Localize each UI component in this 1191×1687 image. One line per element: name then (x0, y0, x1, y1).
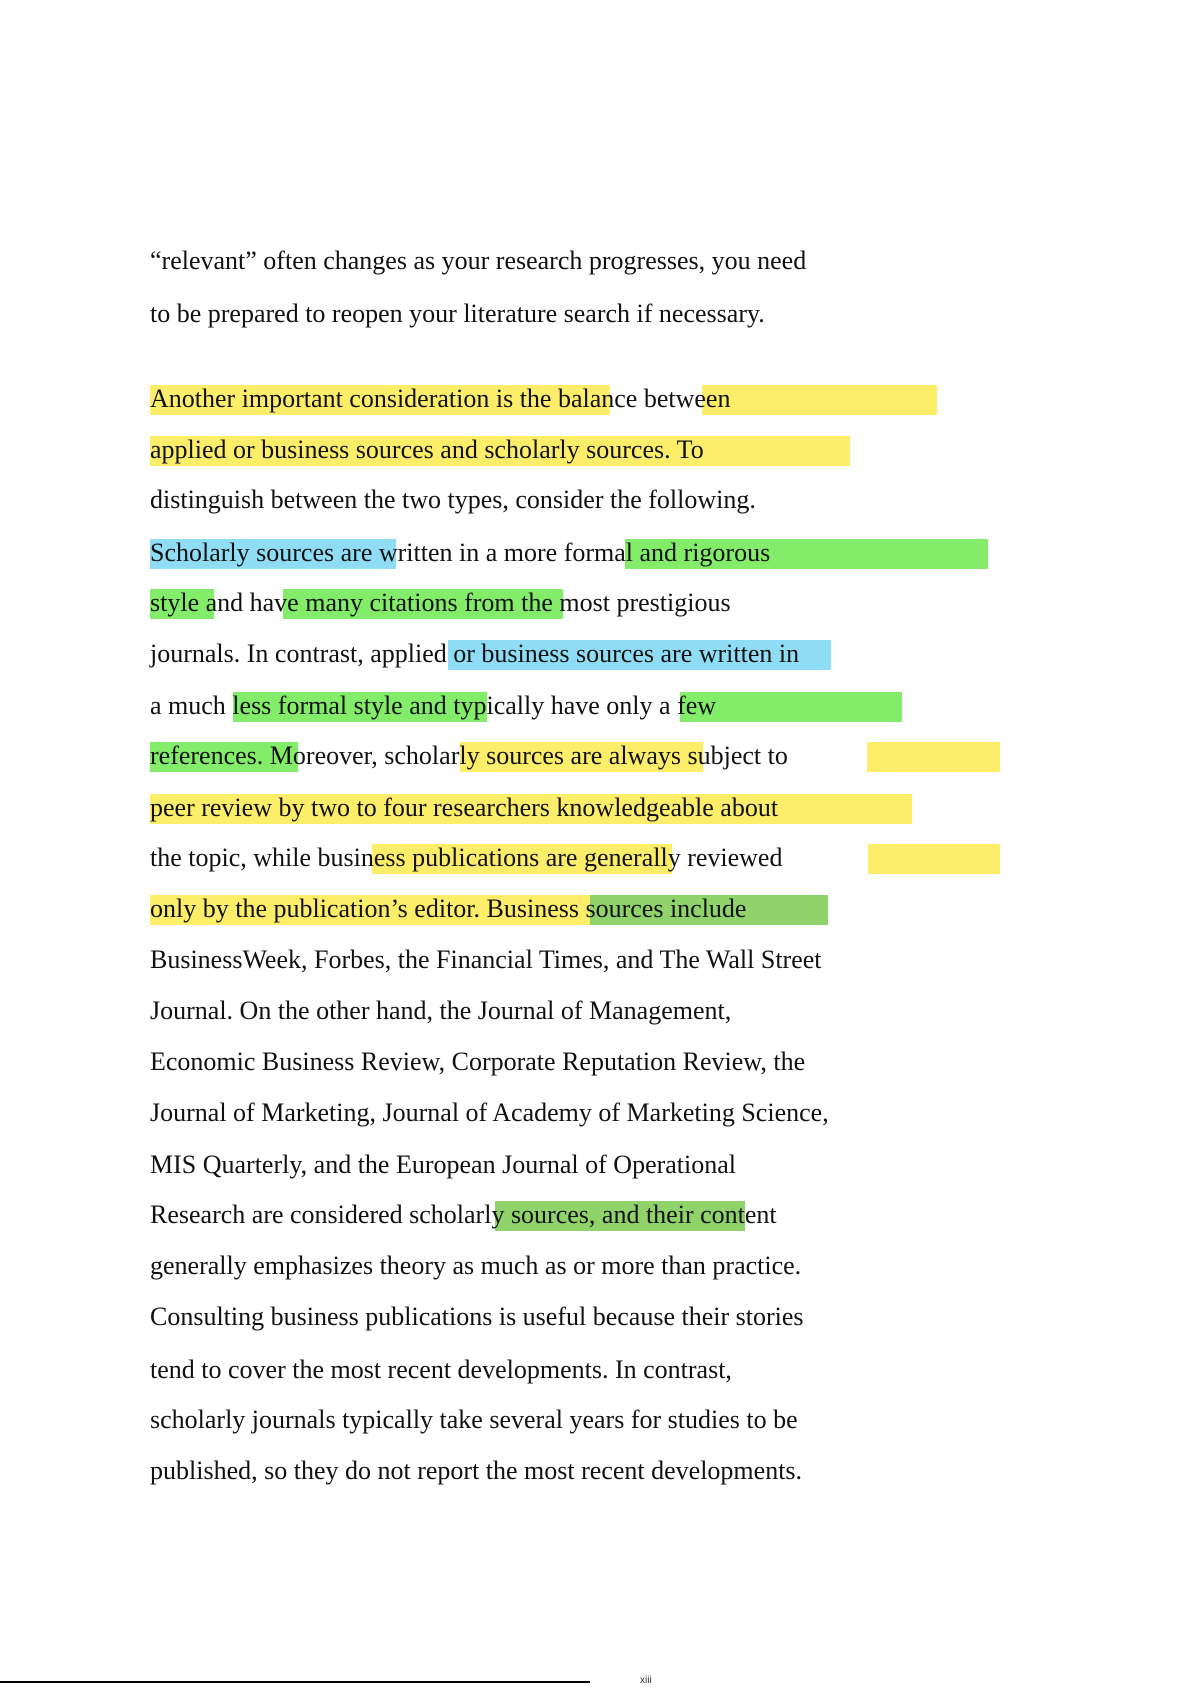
text-line: distinguish between the two types, consider the following. (150, 485, 756, 514)
text-line: MIS Quarterly, and the European Journal of Operational (150, 1150, 737, 1179)
text-line: to be prepared to reopen your literature search if necessary. (150, 299, 765, 328)
text-line: Journal. On the other hand, the Journal of Management, (150, 996, 732, 1025)
text-line: peer review by two to four researchers knowledgeable about (150, 793, 779, 822)
text-line: BusinessWeek, Forbes, the Financial Times, and The Wall Street (150, 945, 822, 974)
text-line: a much less formal style and typically have only a few (150, 691, 717, 720)
text-line: Another important consideration is the balance between (150, 384, 731, 413)
text-line: Consulting business publications is useful because their stories (150, 1302, 804, 1331)
text-line: Journal of Marketing, Journal of Academy of Marketing Science, (150, 1098, 829, 1127)
text-line: Scholarly sources are written in a more formal and rigorous (150, 538, 771, 567)
text-line: tend to cover the most recent developments. In contrast, (150, 1355, 732, 1384)
text-line: the topic, while business publications are generally reviewed (150, 843, 783, 872)
page-number: xiii (640, 1675, 652, 1686)
text-line: Economic Business Review, Corporate Reputation Review, the (150, 1047, 806, 1076)
text-line: journals. In contrast, applied or business sources are written in (150, 639, 800, 668)
text-line: published, so they do not report the most recent developments. (150, 1456, 803, 1485)
text-line: applied or business sources and scholarly sources. To (150, 435, 704, 464)
text-line: references. Moreover, scholarly sources are always subject to (150, 741, 788, 770)
highlight-yellow (867, 742, 1000, 772)
text-line: generally emphasizes theory as much as or more than practice. (150, 1251, 802, 1280)
highlight-yellow (702, 385, 937, 415)
text-line: “relevant” often changes as your research progresses, you need (150, 246, 807, 275)
text-line: Research are considered scholarly sources, and their content (150, 1200, 777, 1229)
highlight-yellow (868, 844, 1000, 874)
text-line: only by the publication’s editor. Business sources include (150, 894, 747, 923)
text-line: scholarly journals typically take several years for studies to be (150, 1405, 798, 1434)
text-line: style and have many citations from the most prestigious (150, 588, 731, 617)
footer-divider (0, 1681, 590, 1683)
